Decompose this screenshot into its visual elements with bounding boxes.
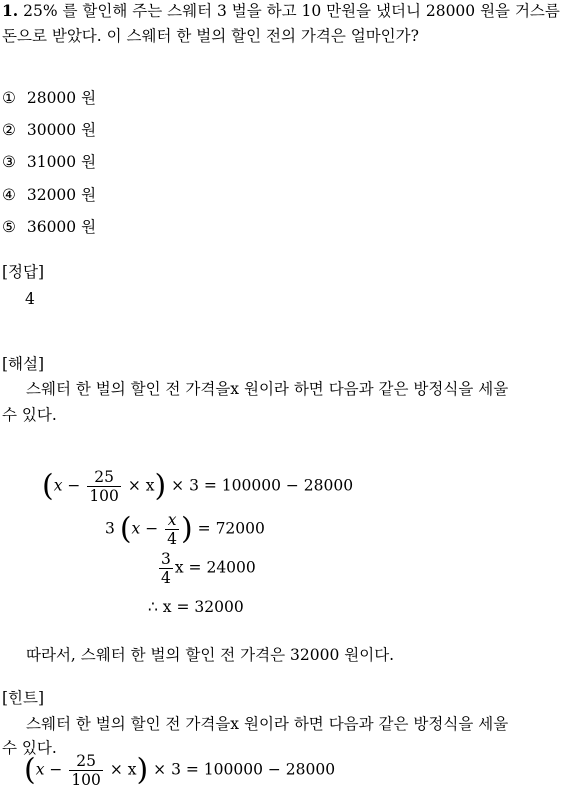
choice-4[interactable] bbox=[2, 184, 96, 206]
choice-text: 31000 원 bbox=[26, 153, 97, 171]
choice-mark: ① bbox=[2, 89, 16, 107]
equation-3: $\frac{3}{4}$ x = 24000 bbox=[161, 550, 256, 587]
choice-mark: ④ bbox=[2, 186, 16, 204]
explanation-text-1: 스웨터 한 벌의 할인 전 가격을x 원이라 하면 다음과 같은 방정식을 세울 bbox=[26, 380, 509, 398]
explanation-conclusion: 따라서, 스웨터 한 벌의 할인 전 가격은 32000 원이다. bbox=[26, 646, 395, 664]
choice-5[interactable] bbox=[2, 216, 96, 238]
choice-text: 28000 원 bbox=[26, 89, 97, 107]
explanation-text-2: 수 있다. bbox=[2, 406, 57, 424]
choice-mark: ③ bbox=[2, 153, 16, 171]
hint-equation: (x − $\frac{25}{100}$ × x) × 3 = 100000 − 28000 bbox=[24, 752, 336, 789]
choice-3[interactable] bbox=[2, 151, 96, 173]
choice-1[interactable] bbox=[2, 87, 96, 109]
hint-text-2: 수 있다. bbox=[2, 739, 57, 757]
equation-4: ∴ x = 32000 bbox=[148, 598, 244, 616]
answer-value: 4 bbox=[25, 290, 35, 308]
hint-text-1: 스웨터 한 벌의 할인 전 가격을x 원이라 하면 다음과 같은 방정식을 세울 bbox=[26, 715, 509, 733]
question-text-2: 돈으로 받았다. 이 스웨터 한 벌의 할인 전의 가격은 얼마인가? bbox=[2, 27, 419, 45]
explanation-label: [해설] bbox=[2, 355, 45, 373]
answer-label: [정답] bbox=[2, 263, 45, 281]
choice-mark: ⑤ bbox=[2, 218, 16, 236]
choice-text: 30000 원 bbox=[26, 121, 97, 139]
question-text-1: 25% 를 할인해 주는 스웨터 3 벌을 하고 10 만원을 냈더니 28000 원을 거스름 bbox=[23, 2, 560, 20]
question-number: 1. bbox=[2, 1, 19, 20]
question-line-1 bbox=[2, 0, 560, 22]
equation-2: 3 (x − $\frac{x}{4}$ ) = 72000 bbox=[105, 511, 265, 548]
hint-label: [힌트] bbox=[2, 689, 45, 707]
equation-1: (x − $\frac{25}{100}$ × x) × 3 = 100000 − 28000 bbox=[42, 468, 354, 505]
choice-mark: ② bbox=[2, 121, 16, 139]
choice-text: 32000 원 bbox=[26, 186, 97, 204]
choice-text: 36000 원 bbox=[26, 218, 97, 236]
choice-2[interactable] bbox=[2, 119, 96, 141]
